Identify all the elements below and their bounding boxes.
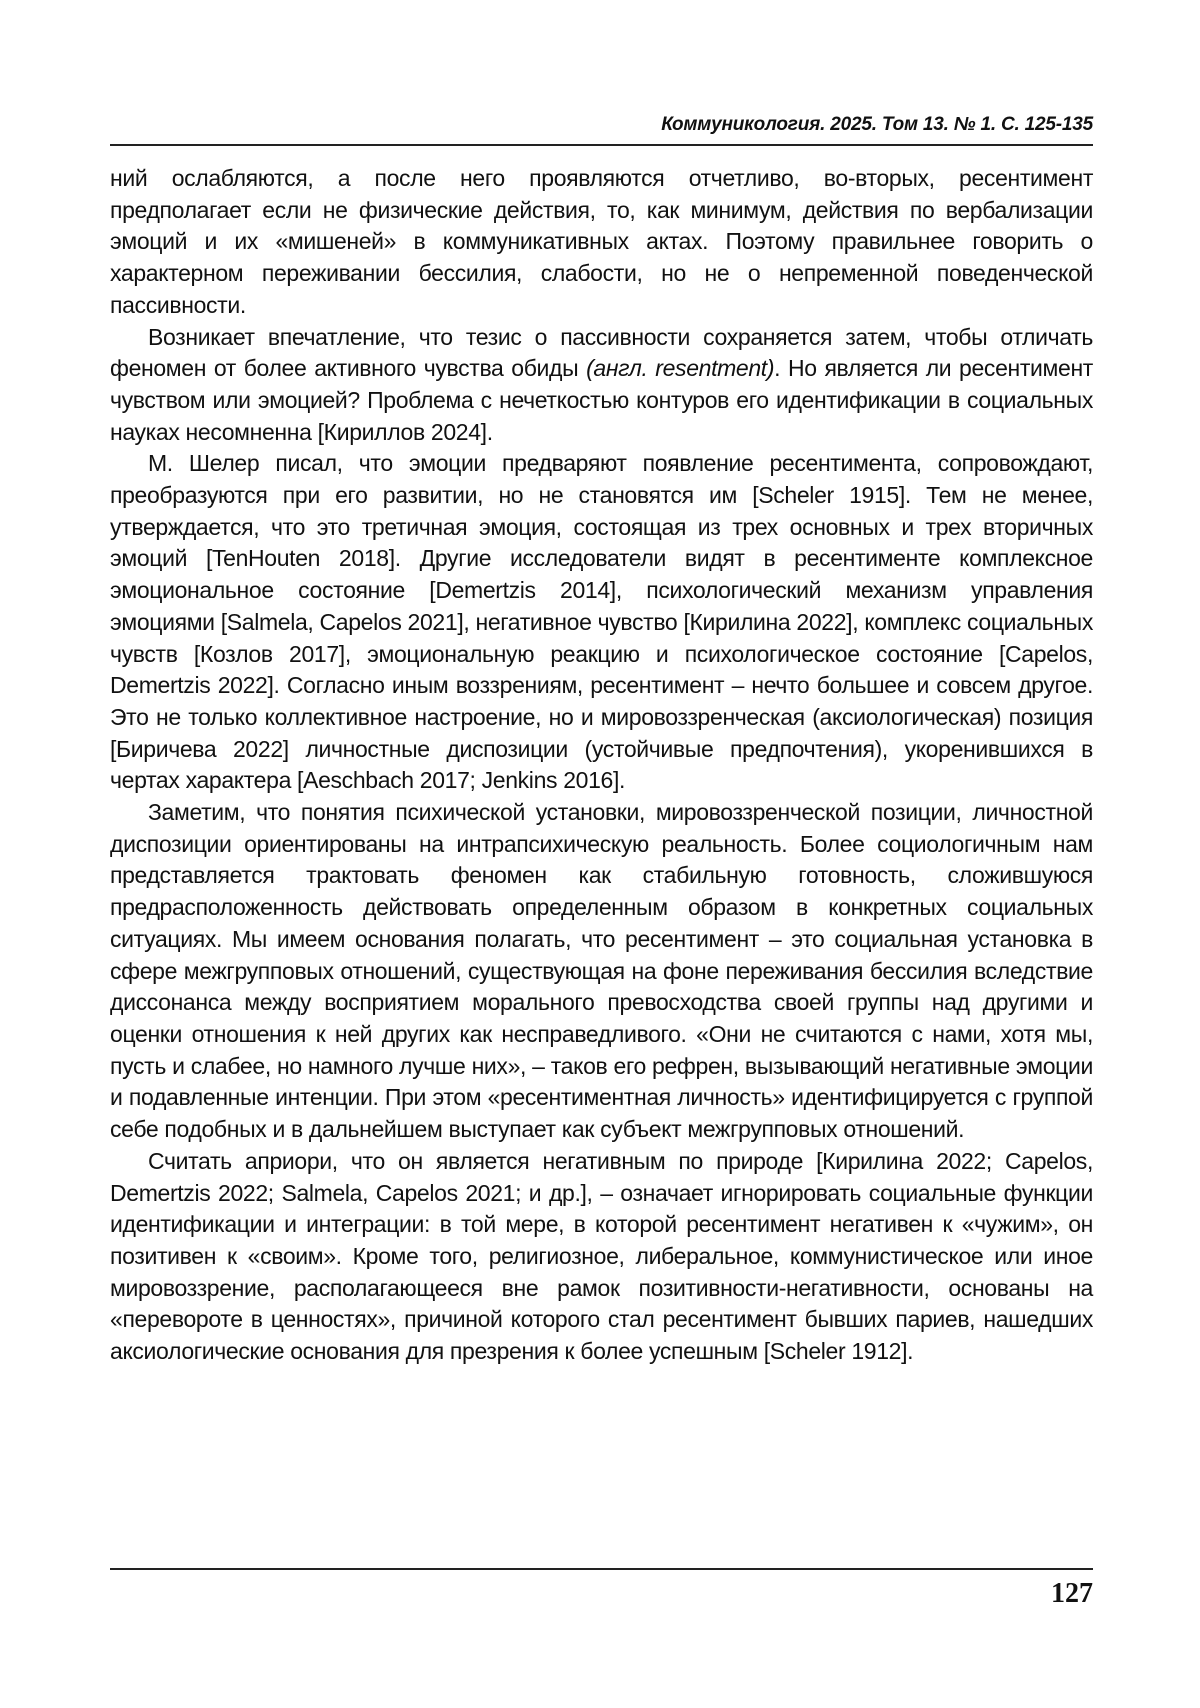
article-body	[110, 163, 1093, 1368]
footer-rule	[110, 1568, 1093, 1570]
paragraph-text: Возникает впечатление, что тезис о пассивности сохраняется затем, чтобы отличать феномен от более активного чувства обиды	[110, 323, 1093, 382]
paragraph-continuation	[110, 163, 1093, 322]
journal-page	[110, 0, 1093, 1708]
paragraph-text: ний ослабляются, а после него проявляются отчетливо, во-вторых, ресентимент предполагает если не физические действия, то, как минимум, действия по вербализации эмоций и их «мишеней» в коммуникативных актах. Поэтому правильнее говорить о характерном переживании бессилия, слабости, но не о непременной поведенческой пассивности.	[110, 165, 1093, 318]
paragraph	[110, 1146, 1093, 1368]
running-head: Коммуникология. 2025. Том 13. № 1. С. 125-135	[661, 114, 1093, 135]
paragraph	[110, 448, 1093, 797]
paragraph	[110, 322, 1093, 449]
paragraph-text: М. Шелер писал, что эмоции предваряют появление ресентимента, сопровождают, преобразуются при его развитии, но не становятся им [Scheler 1915]. Тем не менее, утверждается, что это третичная эмоция, состоящая из трех основных и трех вторичных эмоций [TenHouten 2018]. Другие исследователи видят в ресентименте комплексное эмоциональное состояние [Demertzis 2014], психологический механизм управления эмоциями [Salmela, Capelos 2021], негативное чувство [Кирилина 2022], комплекс социальных чувств [Козлов 2017], эмоциональную реакцию и психологическое состояние [Capelos, Demertzis 2022]. Согласно иным воззрениям, ресентимент – нечто большее и совсем другое. Это не только коллективное настроение, но и мировоззренческая (аксиологическая) позиция [Биричева 2022] личностные диспозиции (устойчивые предпочтения), укоренившихся в чертах характера [Aeschbach 2017; Jenkins 2016].	[110, 450, 1093, 794]
header-rule	[110, 144, 1093, 146]
italic-term: (англ. resentment)	[586, 355, 775, 382]
paragraph	[110, 797, 1093, 1146]
paragraph-text: Считать априори, что он является негативным по природе [Кирилина 2022; Capelos, Demertzis 2022; Salmela, Capelos 2021; и др.], – означает игнорировать социальные функции идентификации и интеграции: в той мере, в которой ресентимент негативен к «чужим», он позитивен к «своим». Кроме того, религиозное, либеральное, коммунистическое или иное мировоззрение, располагающееся вне рамок позитивности-негативности, основаны на «перевороте в ценностях», причиной которого стал ресентимент бывших париев, нашедших аксиологические основания для презрения к более успешным [Scheler 1912].	[110, 1147, 1093, 1365]
page-number: 127	[1051, 1578, 1093, 1609]
paragraph-text: Заметим, что понятия психической установки, мировоззренческой позиции, личностной диспозиции ориентированы на интрапсихическую реальность. Более социологичным нам представляется трактовать феномен как стабильную готовность, сложившуюся предрасположенность действовать определенным образом в конкретных социальных ситуациях. Мы имеем основания полагать, что ресентимент – это социальная установка в сфере межгрупповых отношений, существующая на фоне переживания бессилия вследствие диссонанса между восприятием морального превосходства своей группы над другими и оценки отношения к ней других как несправедливого. «Они не считаются с нами, хотя мы, пусть и слабее, но намного лучше них», – таков его рефрен, вызывающий негативные эмоции и подавленные интенции. При этом «ресентиментная личность» идентифицируется с группой себе подобных и в дальнейшем выступает как субъект межгрупповых отношений.	[110, 799, 1093, 1143]
paragraph-text: . Но является ли ресентимент чувством или эмоцией? Проблема с нечеткостью контуров его идентификации в социальных науках несомненна [Кириллов 2024].	[110, 355, 1093, 445]
